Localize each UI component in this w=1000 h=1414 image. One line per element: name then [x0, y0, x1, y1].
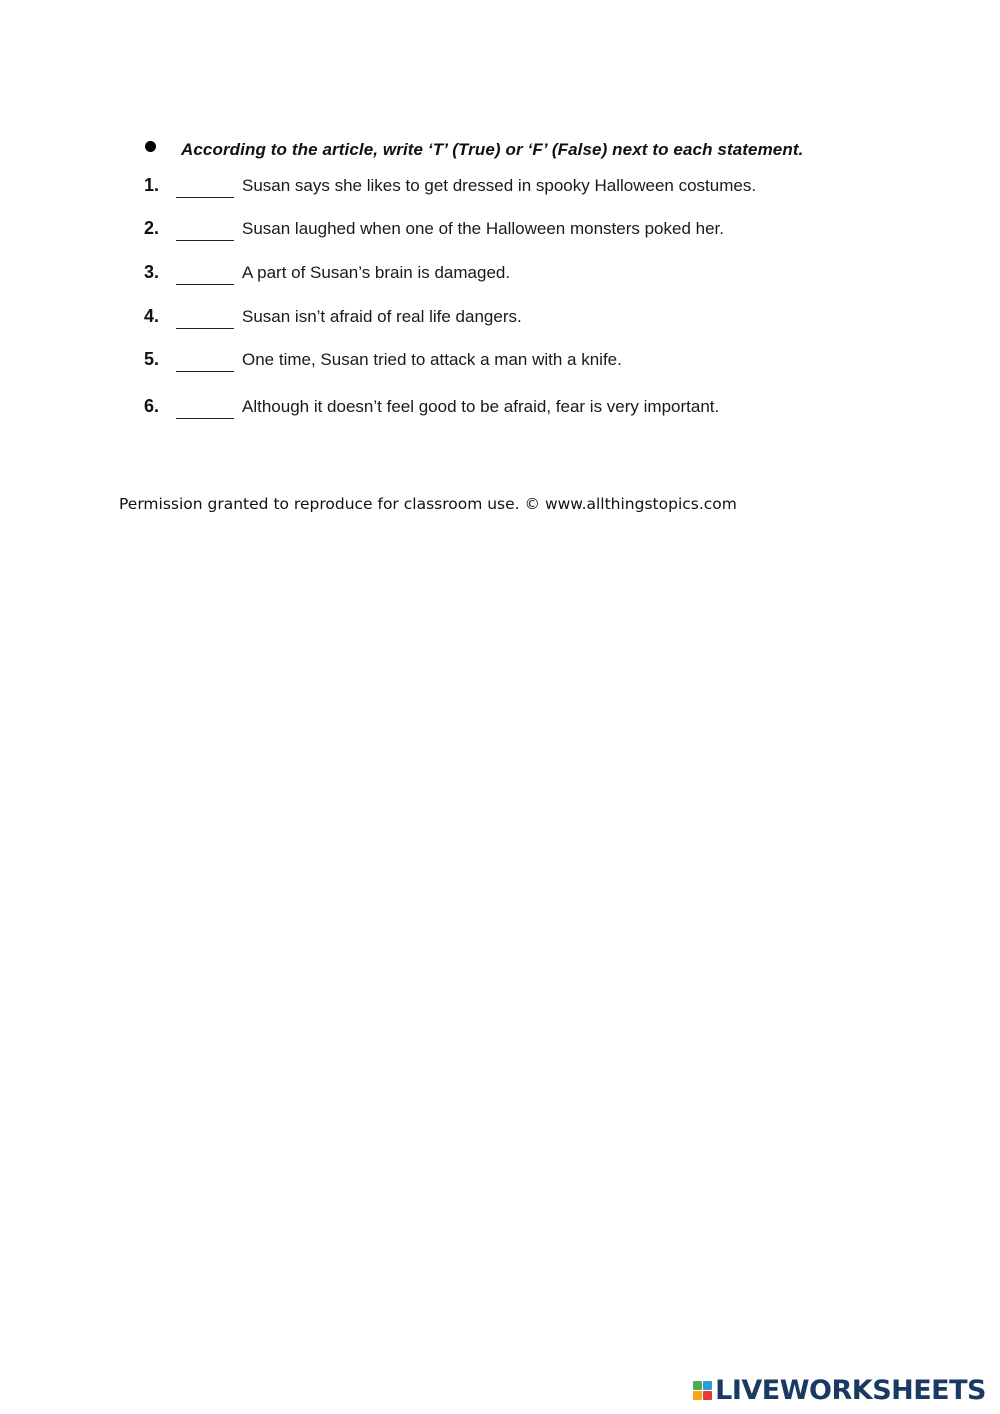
instruction-text: According to the article, write ‘T’ (True) or ‘F’ (False) next to each statement.	[181, 140, 804, 159]
logo-square	[693, 1391, 702, 1400]
instruction	[145, 140, 803, 160]
permission-notice: Permission granted to reproduce for classroom use. © www.allthingstopics.com	[119, 495, 737, 513]
answer-input-4[interactable]	[176, 308, 234, 329]
statement-text: Susan isn’t afraid of real life dangers.	[242, 307, 522, 326]
statement-text: A part of Susan’s brain is damaged.	[242, 263, 511, 282]
item-number: 3.	[144, 262, 160, 282]
item-number: 1.	[144, 175, 160, 195]
list-item	[144, 262, 510, 285]
answer-input-3[interactable]	[176, 264, 234, 285]
answer-input-6[interactable]	[176, 398, 234, 419]
logo-square	[693, 1381, 702, 1390]
item-number: 5.	[144, 349, 160, 369]
statement-text: Although it doesn’t feel good to be afraid, fear is very important.	[242, 397, 720, 416]
statement-text: One time, Susan tried to attack a man with a knife.	[242, 350, 622, 369]
liveworksheets-logo[interactable]	[693, 1375, 986, 1406]
logo-text: LIVEWORKSHEETS	[715, 1375, 986, 1406]
list-item	[144, 218, 724, 241]
statement-text: Susan says she likes to get dressed in spooky Halloween costumes.	[242, 176, 757, 195]
logo-square	[703, 1391, 712, 1400]
answer-input-5[interactable]	[176, 351, 234, 372]
list-item	[144, 349, 622, 372]
logo-mark-icon	[693, 1381, 712, 1400]
item-number: 4.	[144, 306, 160, 326]
answer-input-1[interactable]	[176, 177, 234, 198]
answer-input-2[interactable]	[176, 220, 234, 241]
list-item	[144, 396, 719, 419]
bullet-icon	[145, 141, 156, 152]
item-number: 2.	[144, 218, 160, 238]
item-number: 6.	[144, 396, 160, 416]
list-item	[144, 175, 756, 198]
logo-square	[703, 1381, 712, 1390]
statement-text: Susan laughed when one of the Halloween monsters poked her.	[242, 219, 724, 238]
list-item	[144, 306, 522, 329]
